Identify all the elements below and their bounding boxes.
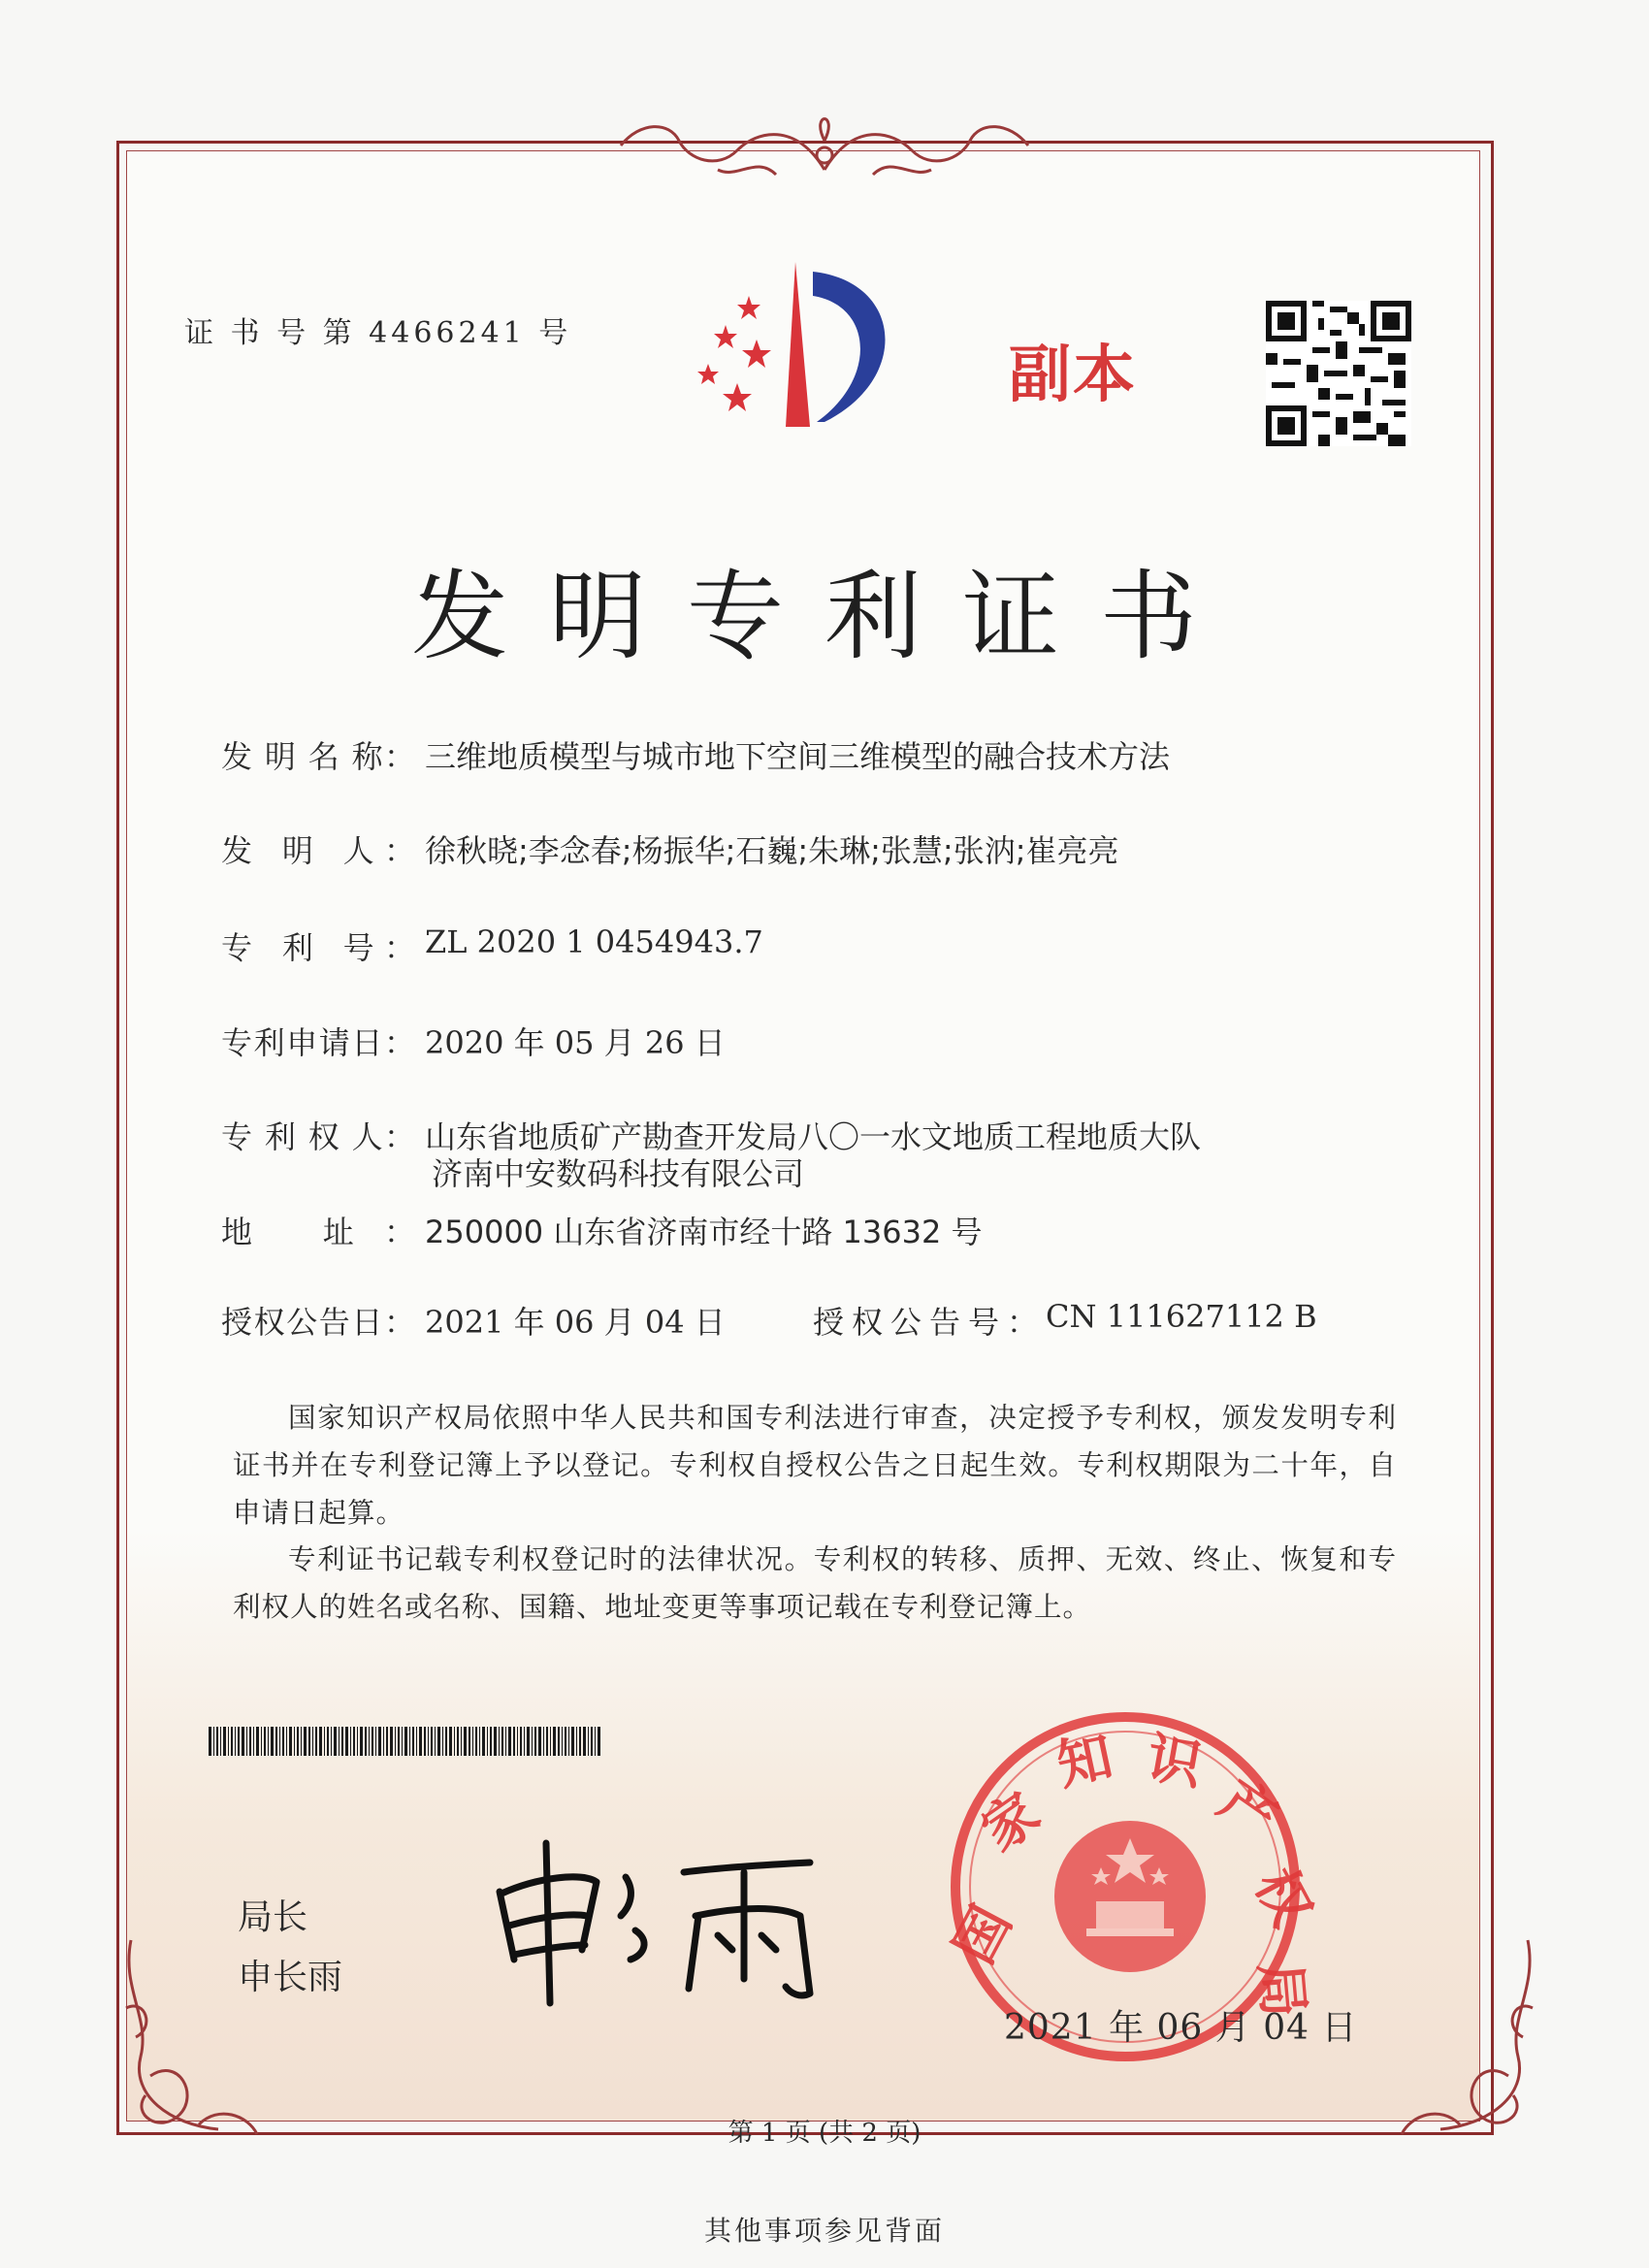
grant-date-value: 2021 年 06 月 04 日 (425, 1304, 726, 1341)
grant-publication-number-value: CN 111627112 B (1046, 1298, 1317, 1335)
svg-text:识: 识 (1142, 1726, 1208, 1798)
inventors-value: 徐秋晓;李念春;杨振华;石巍;朱琳;张慧;张汭;崔亮亮 (425, 832, 1119, 869)
bottom-right-ornament-icon (1382, 1930, 1547, 2144)
grant-statement-paragraph: 国家知识产权局依照中华人民共和国专利法进行审查，决定授予专利权，颁发发明专利证书并在专利登记簿上予以登记。专利权自授权公告之日起生效。专利权期限为二十年，自申请日起算。 (233, 1401, 1397, 1529)
inventors-label: 发 明 人： (221, 832, 415, 869)
inventors-field (221, 826, 1118, 871)
page-number: 第 1 页 (共 2 页) (728, 2119, 922, 2148)
certificate-number: 证 书 号 第 4466241 号 (184, 316, 572, 350)
svg-text:权: 权 (1242, 1859, 1324, 1937)
address-value: 250000 山东省济南市经十路 13632 号 (425, 1214, 983, 1250)
legal-status-paragraph: 专利证书记载专利权登记时的法律状况。专利权的转移、质押、无效、终止、恢复和专利权人的姓名或名称、国籍、地址变更等事项记载在专利登记簿上。 (233, 1542, 1397, 1623)
svg-text:产: 产 (1207, 1768, 1289, 1852)
grant-date-field (221, 1298, 726, 1343)
qr-code-icon (1266, 301, 1411, 446)
svg-text:家: 家 (970, 1781, 1051, 1864)
director-title: 局长 (238, 1897, 308, 1937)
patent-number-field (221, 923, 763, 968)
patentee-value-line2: 济南中安数码科技有限公司 (432, 1155, 805, 1192)
application-date-value: 2020 年 05 月 26 日 (425, 1024, 726, 1061)
patent-number-value: ZL 2020 1 0454943.7 (425, 923, 763, 960)
grant-publication-number-label: 授权公告号： (813, 1304, 1047, 1341)
invention-name-value: 三维地质模型与城市地下空间三维模型的融合技术方法 (425, 738, 1171, 775)
top-ornament-icon (582, 102, 1067, 189)
application-date-field (221, 1019, 726, 1063)
director-name: 申长雨 (238, 1958, 343, 1997)
cnipa-logo-icon (679, 252, 931, 437)
barcode-icon (209, 1727, 601, 1756)
svg-text:知: 知 (1051, 1725, 1118, 1798)
svg-text:局: 局 (1247, 1960, 1315, 2021)
page-title: 发明专利证书 (411, 560, 1238, 673)
director-signature (490, 1824, 839, 2008)
invention-name-field (221, 732, 1170, 777)
application-date-label: 专利申请日： (221, 1024, 415, 1061)
grant-date-label: 授权公告日： (221, 1304, 415, 1341)
patent-number-label: 专 利 号： (221, 929, 415, 966)
address-label: 地 址： (221, 1214, 415, 1250)
back-note: 其他事项参见背面 (703, 2215, 945, 2247)
patentee-value-line1: 山东省地质矿产勘查开发局八〇一水文地质工程地质大队 (425, 1118, 1202, 1155)
svg-text:国: 国 (942, 1895, 1024, 1974)
invention-name-label: 发 明 名 称： (221, 738, 415, 775)
grant-publication-number-field (813, 1298, 1317, 1343)
copy-mark: 副本 (1009, 340, 1137, 411)
patentee-label: 专 利 权 人： (221, 1118, 415, 1155)
address-field (221, 1208, 982, 1252)
seal-date: 2021 年 06 月 04 日 (1004, 2008, 1358, 2048)
